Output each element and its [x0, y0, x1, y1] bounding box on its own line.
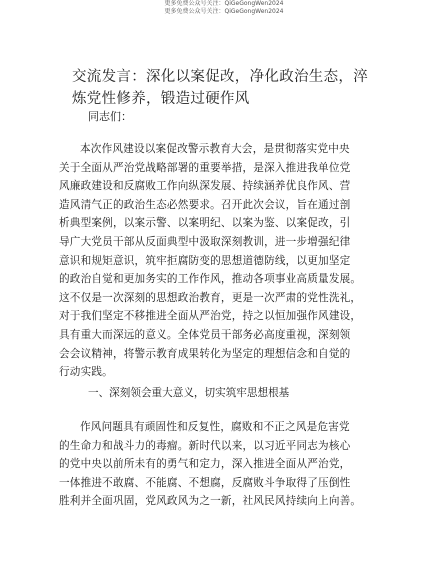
text-line: 具有重大而深远的意义。全体党员干部务必高度重视，深刻领	[59, 328, 351, 341]
text-line: 行动实践。	[59, 366, 113, 379]
watermark-header	[0, 0, 448, 16]
document-title	[72, 66, 382, 110]
paragraph-intro	[59, 140, 404, 382]
text-line: 关于全面从严治党战略部署的重要举措，是深入推进我单位党	[59, 161, 351, 174]
text-line: 对于我们坚定不移推进全面从严治党，持之以恒加强作风建设，	[59, 310, 362, 323]
text-line: 析典型案例，以案示警、以案明纪、以案为鉴、以案促改，引	[59, 217, 351, 230]
text-line: 作风问题具有顽固性和反复性，腐败和不正之风是危害党	[80, 421, 350, 433]
text-line: 意识和规矩意识，筑牢拒腐防变的思想道德防线，以更加坚定	[59, 254, 351, 267]
text-line: 会会议精神，将警示教育成果转化为坚定的理想信念和自觉的	[59, 347, 351, 360]
title-line: 炼党性修养，锻造过硬作风	[72, 91, 250, 107]
watermark-line: 更多免费公众号关注：QiGeGongWen2024	[164, 0, 284, 7]
text-line: 一体推进不敢腐、不能腐、不想腐，反腐败斗争取得了压倒性	[59, 476, 351, 489]
title-line: 交流发言：深化以案促改，净化政治生态，淬	[72, 69, 368, 85]
watermark-line: 更多免费公众号关注：QiGeGongWen2024	[164, 8, 284, 15]
text-line: 这不仅是一次深刻的思想政治教育，更是一次严肃的党性洗礼，	[59, 291, 362, 304]
text-line: 造风清气正的政治生态必然要求。召开此次会议，旨在通过剖	[59, 198, 351, 211]
section-heading: 一、深刻领会重大意义，切实筑牢思想根基	[88, 387, 290, 399]
text-line: 胜利并全面巩固，党风政风为之一新，社风民风持续向上向善。	[59, 495, 362, 508]
text-line: 的政治自觉和更加务实的工作作风，推动各项事业高质量发展。	[59, 273, 362, 286]
salutation: 同志们：	[88, 110, 132, 123]
text-line: 的生命力和战斗力的毒瘤。新时代以来，以习近平同志为核心	[59, 439, 351, 452]
text-line: 的党中央以前所未有的勇气和定力，深入推进全面从严治党，	[59, 458, 351, 471]
text-line: 风廉政建设和反腐败工作向纵深发展、持续涵养优良作风、营	[59, 180, 351, 193]
text-line: 本次作风建设以案促改警示教育大会，是贯彻落实党中央	[80, 143, 350, 155]
text-line: 导广大党员干部从反面典型中汲取深刻教训，进一步增强纪律	[59, 235, 351, 248]
paragraph-section1	[59, 418, 404, 511]
